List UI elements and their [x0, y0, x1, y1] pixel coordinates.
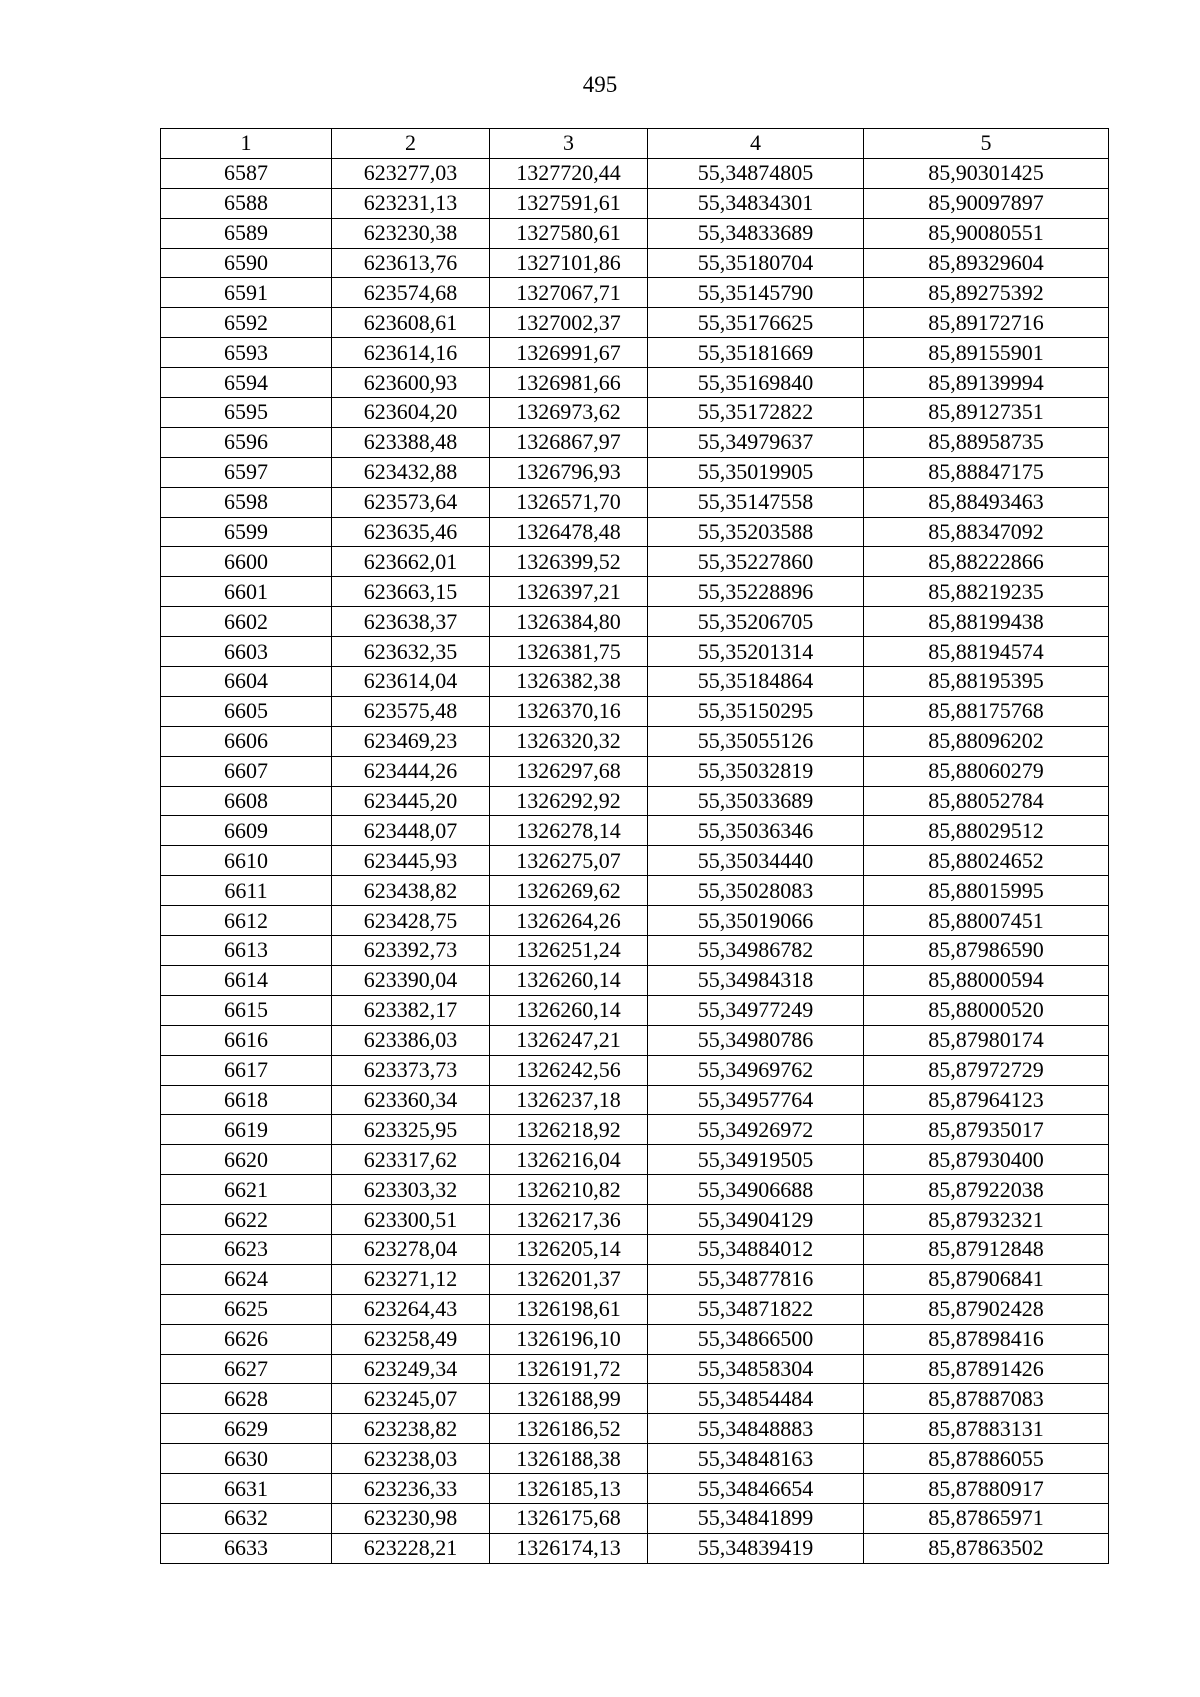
table-cell-col-2: 623444,26 — [332, 756, 490, 786]
table-cell-col-4: 55,35034440 — [648, 846, 864, 876]
table-row — [161, 995, 1109, 1025]
table-cell-col-5: 85,87891426 — [864, 1354, 1109, 1384]
table-row — [161, 1354, 1109, 1384]
table-cell-col-1: 6600 — [161, 547, 332, 577]
table-cell-col-4: 55,34833689 — [648, 218, 864, 248]
table-header-row — [161, 129, 1109, 159]
table-row — [161, 786, 1109, 816]
table-cell-col-3: 1327101,86 — [490, 248, 648, 278]
table-row — [161, 188, 1109, 218]
table-row — [161, 368, 1109, 398]
table-cell-col-5: 85,87887083 — [864, 1384, 1109, 1414]
table-row — [161, 1474, 1109, 1504]
table-row — [161, 457, 1109, 487]
table-cell-col-4: 55,34957764 — [648, 1085, 864, 1115]
table-cell-col-4: 55,34980786 — [648, 1025, 864, 1055]
table-cell-col-2: 623386,03 — [332, 1025, 490, 1055]
table-cell-col-2: 623258,49 — [332, 1324, 490, 1354]
table-cell-col-1: 6610 — [161, 846, 332, 876]
table-row — [161, 1533, 1109, 1563]
table-cell-col-4: 55,34877816 — [648, 1264, 864, 1294]
table-cell-col-2: 623373,73 — [332, 1055, 490, 1085]
table-cell-col-1: 6595 — [161, 398, 332, 428]
table-row — [161, 1175, 1109, 1205]
table-cell-col-2: 623614,16 — [332, 338, 490, 368]
table-cell-col-4: 55,35201314 — [648, 637, 864, 667]
table-row — [161, 1115, 1109, 1145]
table-cell-col-2: 623445,93 — [332, 846, 490, 876]
table-cell-col-3: 1326188,38 — [490, 1444, 648, 1474]
table-cell-col-5: 85,87932321 — [864, 1205, 1109, 1235]
table-cell-col-5: 85,87886055 — [864, 1444, 1109, 1474]
table-row — [161, 1205, 1109, 1235]
table-cell-col-1: 6590 — [161, 248, 332, 278]
table-cell-col-1: 6603 — [161, 637, 332, 667]
table-cell-col-3: 1326247,21 — [490, 1025, 648, 1055]
table-cell-col-2: 623245,07 — [332, 1384, 490, 1414]
table-cell-col-4: 55,35184864 — [648, 667, 864, 697]
table-cell-col-4: 55,34848163 — [648, 1444, 864, 1474]
table-cell-col-2: 623238,82 — [332, 1414, 490, 1444]
table-cell-col-5: 85,90080551 — [864, 218, 1109, 248]
table-cell-col-5: 85,87935017 — [864, 1115, 1109, 1145]
table-cell-col-2: 623445,20 — [332, 786, 490, 816]
table-cell-col-1: 6587 — [161, 158, 332, 188]
table-cell-col-3: 1326205,14 — [490, 1234, 648, 1264]
table-cell-col-4: 55,35145790 — [648, 278, 864, 308]
table-cell-col-5: 85,87986590 — [864, 936, 1109, 966]
table-cell-col-4: 55,34839419 — [648, 1533, 864, 1563]
table-cell-col-4: 55,34874805 — [648, 158, 864, 188]
table-cell-col-3: 1326216,04 — [490, 1145, 648, 1175]
table-cell-col-3: 1326210,82 — [490, 1175, 648, 1205]
table-cell-col-3: 1326397,21 — [490, 577, 648, 607]
table-cell-col-1: 6598 — [161, 487, 332, 517]
table-row — [161, 696, 1109, 726]
table-cell-col-5: 85,87964123 — [864, 1085, 1109, 1115]
table-row — [161, 1384, 1109, 1414]
table-cell-col-1: 6621 — [161, 1175, 332, 1205]
table-cell-col-5: 85,89139994 — [864, 368, 1109, 398]
table-row — [161, 936, 1109, 966]
table-cell-col-3: 1326867,97 — [490, 427, 648, 457]
table-cell-col-5: 85,88194574 — [864, 637, 1109, 667]
table-cell-col-1: 6633 — [161, 1533, 332, 1563]
table-cell-col-1: 6602 — [161, 607, 332, 637]
table-cell-col-4: 55,34906688 — [648, 1175, 864, 1205]
table-cell-col-5: 85,89127351 — [864, 398, 1109, 428]
table-cell-col-1: 6592 — [161, 308, 332, 338]
table-cell-col-2: 623432,88 — [332, 457, 490, 487]
table-cell-col-5: 85,88052784 — [864, 786, 1109, 816]
table-cell-col-5: 85,88195395 — [864, 667, 1109, 697]
table-row — [161, 1414, 1109, 1444]
table-row — [161, 487, 1109, 517]
table-row — [161, 816, 1109, 846]
table-cell-col-4: 55,34841899 — [648, 1503, 864, 1533]
table-row — [161, 726, 1109, 756]
table-cell-col-1: 6589 — [161, 218, 332, 248]
table-row — [161, 1145, 1109, 1175]
table-cell-col-3: 1326292,92 — [490, 786, 648, 816]
table-row — [161, 1503, 1109, 1533]
table-cell-col-5: 85,88024652 — [864, 846, 1109, 876]
table-cell-col-5: 85,88000594 — [864, 965, 1109, 995]
table-row — [161, 308, 1109, 338]
table-cell-col-5: 85,89275392 — [864, 278, 1109, 308]
table-cell-col-1: 6615 — [161, 995, 332, 1025]
table-cell-col-2: 623325,95 — [332, 1115, 490, 1145]
table-cell-col-5: 85,88000520 — [864, 995, 1109, 1025]
table-cell-col-4: 55,34969762 — [648, 1055, 864, 1085]
table-cell-col-4: 55,34848883 — [648, 1414, 864, 1444]
table-cell-col-1: 6626 — [161, 1324, 332, 1354]
table-cell-col-1: 6631 — [161, 1474, 332, 1504]
table-cell-col-3: 1326297,68 — [490, 756, 648, 786]
table-row — [161, 427, 1109, 457]
table-cell-col-3: 1326275,07 — [490, 846, 648, 876]
table-cell-col-1: 6607 — [161, 756, 332, 786]
column-header-4: 4 — [648, 129, 864, 159]
table-cell-col-1: 6611 — [161, 876, 332, 906]
table-cell-col-2: 623277,03 — [332, 158, 490, 188]
table-cell-col-4: 55,34866500 — [648, 1324, 864, 1354]
table-cell-col-3: 1326198,61 — [490, 1294, 648, 1324]
table-cell-col-4: 55,35055126 — [648, 726, 864, 756]
table-cell-col-1: 6608 — [161, 786, 332, 816]
table-cell-col-4: 55,34858304 — [648, 1354, 864, 1384]
table-cell-col-1: 6617 — [161, 1055, 332, 1085]
table-cell-col-4: 55,34834301 — [648, 188, 864, 218]
table-cell-col-1: 6606 — [161, 726, 332, 756]
table-cell-col-1: 6614 — [161, 965, 332, 995]
table-row — [161, 906, 1109, 936]
table-cell-col-4: 55,34979637 — [648, 427, 864, 457]
table-cell-col-2: 623228,21 — [332, 1533, 490, 1563]
table-cell-col-3: 1327067,71 — [490, 278, 648, 308]
table-cell-col-2: 623448,07 — [332, 816, 490, 846]
table-cell-col-1: 6599 — [161, 517, 332, 547]
table-cell-col-4: 55,35028083 — [648, 876, 864, 906]
table-cell-col-3: 1326188,99 — [490, 1384, 648, 1414]
table-row — [161, 1055, 1109, 1085]
table-cell-col-5: 85,87912848 — [864, 1234, 1109, 1264]
table-cell-col-3: 1326218,92 — [490, 1115, 648, 1145]
table-cell-col-1: 6618 — [161, 1085, 332, 1115]
table-cell-col-3: 1326571,70 — [490, 487, 648, 517]
table-cell-col-2: 623388,48 — [332, 427, 490, 457]
table-cell-col-2: 623230,38 — [332, 218, 490, 248]
table-cell-col-5: 85,88347092 — [864, 517, 1109, 547]
column-header-5: 5 — [864, 129, 1109, 159]
table-cell-col-2: 623438,82 — [332, 876, 490, 906]
table-row — [161, 607, 1109, 637]
column-header-2: 2 — [332, 129, 490, 159]
table-cell-col-3: 1327002,37 — [490, 308, 648, 338]
table-row — [161, 1324, 1109, 1354]
table-cell-col-4: 55,35206705 — [648, 607, 864, 637]
table-cell-col-2: 623663,15 — [332, 577, 490, 607]
table-cell-col-1: 6616 — [161, 1025, 332, 1055]
table-row — [161, 1444, 1109, 1474]
table-cell-col-5: 85,88958735 — [864, 427, 1109, 457]
table-row — [161, 218, 1109, 248]
table-cell-col-1: 6613 — [161, 936, 332, 966]
table-cell-col-4: 55,34984318 — [648, 965, 864, 995]
table-cell-col-1: 6596 — [161, 427, 332, 457]
table-cell-col-3: 1326237,18 — [490, 1085, 648, 1115]
coordinates-table — [160, 128, 1109, 1564]
table-cell-col-2: 623600,93 — [332, 368, 490, 398]
table-cell-col-5: 85,87880917 — [864, 1474, 1109, 1504]
table-cell-col-4: 55,35228896 — [648, 577, 864, 607]
table-cell-col-5: 85,89329604 — [864, 248, 1109, 278]
table-cell-col-1: 6629 — [161, 1414, 332, 1444]
table-row — [161, 547, 1109, 577]
table-cell-col-4: 55,35032819 — [648, 756, 864, 786]
table-cell-col-1: 6630 — [161, 1444, 332, 1474]
table-cell-col-1: 6604 — [161, 667, 332, 697]
table-cell-col-3: 1327720,44 — [490, 158, 648, 188]
table-cell-col-5: 85,89172716 — [864, 308, 1109, 338]
table-cell-col-2: 623604,20 — [332, 398, 490, 428]
table-row — [161, 965, 1109, 995]
table-cell-col-4: 55,34854484 — [648, 1384, 864, 1414]
table-cell-col-5: 85,88847175 — [864, 457, 1109, 487]
table-cell-col-1: 6627 — [161, 1354, 332, 1384]
table-cell-col-2: 623230,98 — [332, 1503, 490, 1533]
table-row — [161, 1234, 1109, 1264]
table-cell-col-3: 1326478,48 — [490, 517, 648, 547]
table-cell-col-4: 55,35147558 — [648, 487, 864, 517]
table-cell-col-5: 85,87906841 — [864, 1264, 1109, 1294]
table-row — [161, 756, 1109, 786]
table-cell-col-4: 55,35172822 — [648, 398, 864, 428]
table-cell-col-3: 1326196,10 — [490, 1324, 648, 1354]
table-cell-col-1: 6619 — [161, 1115, 332, 1145]
table-cell-col-3: 1326186,52 — [490, 1414, 648, 1444]
table-cell-col-3: 1327580,61 — [490, 218, 648, 248]
table-cell-col-3: 1326796,93 — [490, 457, 648, 487]
table-row — [161, 158, 1109, 188]
table-cell-col-5: 85,87898416 — [864, 1324, 1109, 1354]
column-header-1: 1 — [161, 129, 332, 159]
table-cell-col-1: 6594 — [161, 368, 332, 398]
table-cell-col-3: 1326973,62 — [490, 398, 648, 428]
table-cell-col-1: 6612 — [161, 906, 332, 936]
table-cell-col-3: 1326201,37 — [490, 1264, 648, 1294]
table-cell-col-3: 1327591,61 — [490, 188, 648, 218]
table-cell-col-2: 623390,04 — [332, 965, 490, 995]
table-cell-col-3: 1326384,80 — [490, 607, 648, 637]
table-cell-col-3: 1326381,75 — [490, 637, 648, 667]
table-cell-col-1: 6605 — [161, 696, 332, 726]
table-cell-col-5: 85,87980174 — [864, 1025, 1109, 1055]
table-cell-col-4: 55,34977249 — [648, 995, 864, 1025]
table-cell-col-1: 6591 — [161, 278, 332, 308]
table-cell-col-2: 623392,73 — [332, 936, 490, 966]
table-cell-col-2: 623236,33 — [332, 1474, 490, 1504]
table-cell-col-4: 55,34986782 — [648, 936, 864, 966]
table-cell-col-3: 1326320,32 — [490, 726, 648, 756]
table-cell-col-1: 6628 — [161, 1384, 332, 1414]
table-cell-col-1: 6593 — [161, 338, 332, 368]
table-cell-col-3: 1326174,13 — [490, 1533, 648, 1563]
table-cell-col-3: 1326370,16 — [490, 696, 648, 726]
table-row — [161, 1264, 1109, 1294]
table-cell-col-3: 1326981,66 — [490, 368, 648, 398]
table-row — [161, 398, 1109, 428]
table-cell-col-4: 55,35169840 — [648, 368, 864, 398]
table-cell-col-5: 85,87883131 — [864, 1414, 1109, 1444]
table-cell-col-2: 623638,37 — [332, 607, 490, 637]
table-cell-col-3: 1326264,26 — [490, 906, 648, 936]
table-cell-col-2: 623300,51 — [332, 1205, 490, 1235]
table-cell-col-4: 55,35019905 — [648, 457, 864, 487]
table-body — [161, 158, 1109, 1563]
table-cell-col-1: 6622 — [161, 1205, 332, 1235]
table-cell-col-2: 623575,48 — [332, 696, 490, 726]
table-cell-col-4: 55,35033689 — [648, 786, 864, 816]
table-cell-col-1: 6588 — [161, 188, 332, 218]
table-cell-col-4: 55,35150295 — [648, 696, 864, 726]
table-cell-col-3: 1326217,36 — [490, 1205, 648, 1235]
table-cell-col-3: 1326175,68 — [490, 1503, 648, 1533]
table-cell-col-2: 623573,64 — [332, 487, 490, 517]
table-cell-col-2: 623271,12 — [332, 1264, 490, 1294]
table-cell-col-3: 1326269,62 — [490, 876, 648, 906]
table-cell-col-2: 623613,76 — [332, 248, 490, 278]
table-row — [161, 876, 1109, 906]
table-cell-col-5: 85,88222866 — [864, 547, 1109, 577]
table-cell-col-4: 55,34919505 — [648, 1145, 864, 1175]
table-cell-col-5: 85,88015995 — [864, 876, 1109, 906]
table-cell-col-2: 623614,04 — [332, 667, 490, 697]
table-cell-col-4: 55,35180704 — [648, 248, 864, 278]
table-cell-col-1: 6597 — [161, 457, 332, 487]
table-row — [161, 1085, 1109, 1115]
table-cell-col-5: 85,90097897 — [864, 188, 1109, 218]
page-number: 495 — [582, 72, 618, 97]
table-cell-col-2: 623428,75 — [332, 906, 490, 936]
table-cell-col-1: 6623 — [161, 1234, 332, 1264]
table-cell-col-2: 623249,34 — [332, 1354, 490, 1384]
table-row — [161, 338, 1109, 368]
table-cell-col-2: 623360,34 — [332, 1085, 490, 1115]
table-cell-col-5: 85,90301425 — [864, 158, 1109, 188]
table-cell-col-2: 623264,43 — [332, 1294, 490, 1324]
table-cell-col-1: 6624 — [161, 1264, 332, 1294]
table-cell-col-1: 6625 — [161, 1294, 332, 1324]
table-cell-col-2: 623574,68 — [332, 278, 490, 308]
column-header-3: 3 — [490, 129, 648, 159]
table-cell-col-5: 85,88199438 — [864, 607, 1109, 637]
table-cell-col-3: 1326382,38 — [490, 667, 648, 697]
table-cell-col-5: 85,88493463 — [864, 487, 1109, 517]
table-cell-col-3: 1326242,56 — [490, 1055, 648, 1085]
table-cell-col-1: 6632 — [161, 1503, 332, 1533]
table-cell-col-4: 55,35227860 — [648, 547, 864, 577]
table-cell-col-2: 623608,61 — [332, 308, 490, 338]
table-cell-col-5: 85,88219235 — [864, 577, 1109, 607]
table-cell-col-5: 85,88175768 — [864, 696, 1109, 726]
table-cell-col-1: 6620 — [161, 1145, 332, 1175]
table-cell-col-4: 55,35036346 — [648, 816, 864, 846]
table-cell-col-5: 85,88096202 — [864, 726, 1109, 756]
table-cell-col-4: 55,34871822 — [648, 1294, 864, 1324]
table-cell-col-2: 623662,01 — [332, 547, 490, 577]
table-row — [161, 1025, 1109, 1055]
table-cell-col-3: 1326260,14 — [490, 995, 648, 1025]
table-cell-col-4: 55,34846654 — [648, 1474, 864, 1504]
table-cell-col-4: 55,34926972 — [648, 1115, 864, 1145]
table-cell-col-3: 1326251,24 — [490, 936, 648, 966]
table-cell-col-5: 85,87922038 — [864, 1175, 1109, 1205]
table-cell-col-4: 55,35019066 — [648, 906, 864, 936]
table-cell-col-3: 1326278,14 — [490, 816, 648, 846]
table-cell-col-4: 55,34884012 — [648, 1234, 864, 1264]
table-cell-col-2: 623278,04 — [332, 1234, 490, 1264]
table-cell-col-5: 85,87865971 — [864, 1503, 1109, 1533]
table-cell-col-5: 85,88060279 — [864, 756, 1109, 786]
table-cell-col-2: 623231,13 — [332, 188, 490, 218]
table-cell-col-5: 85,87902428 — [864, 1294, 1109, 1324]
table-cell-col-1: 6609 — [161, 816, 332, 846]
table-row — [161, 637, 1109, 667]
table-cell-col-3: 1326260,14 — [490, 965, 648, 995]
table-cell-col-2: 623238,03 — [332, 1444, 490, 1474]
table-cell-col-2: 623469,23 — [332, 726, 490, 756]
table-cell-col-4: 55,35176625 — [648, 308, 864, 338]
table-cell-col-4: 55,35203588 — [648, 517, 864, 547]
table-cell-col-5: 85,87972729 — [864, 1055, 1109, 1085]
table-cell-col-5: 85,88029512 — [864, 816, 1109, 846]
table-row — [161, 577, 1109, 607]
table-cell-col-1: 6601 — [161, 577, 332, 607]
table-cell-col-5: 85,87863502 — [864, 1533, 1109, 1563]
table-cell-col-2: 623317,62 — [332, 1145, 490, 1175]
table-cell-col-3: 1326399,52 — [490, 547, 648, 577]
table-cell-col-3: 1326991,67 — [490, 338, 648, 368]
table-cell-col-5: 85,88007451 — [864, 906, 1109, 936]
table-row — [161, 248, 1109, 278]
table-cell-col-2: 623303,32 — [332, 1175, 490, 1205]
table-row — [161, 846, 1109, 876]
table-row — [161, 667, 1109, 697]
table-cell-col-5: 85,89155901 — [864, 338, 1109, 368]
table-cell-col-4: 55,34904129 — [648, 1205, 864, 1235]
table-cell-col-3: 1326185,13 — [490, 1474, 648, 1504]
table-cell-col-2: 623382,17 — [332, 995, 490, 1025]
table-cell-col-3: 1326191,72 — [490, 1354, 648, 1384]
table-cell-col-4: 55,35181669 — [648, 338, 864, 368]
table-row — [161, 1294, 1109, 1324]
table-row — [161, 278, 1109, 308]
table-cell-col-5: 85,87930400 — [864, 1145, 1109, 1175]
table-row — [161, 517, 1109, 547]
table-cell-col-2: 623635,46 — [332, 517, 490, 547]
table-cell-col-2: 623632,35 — [332, 637, 490, 667]
